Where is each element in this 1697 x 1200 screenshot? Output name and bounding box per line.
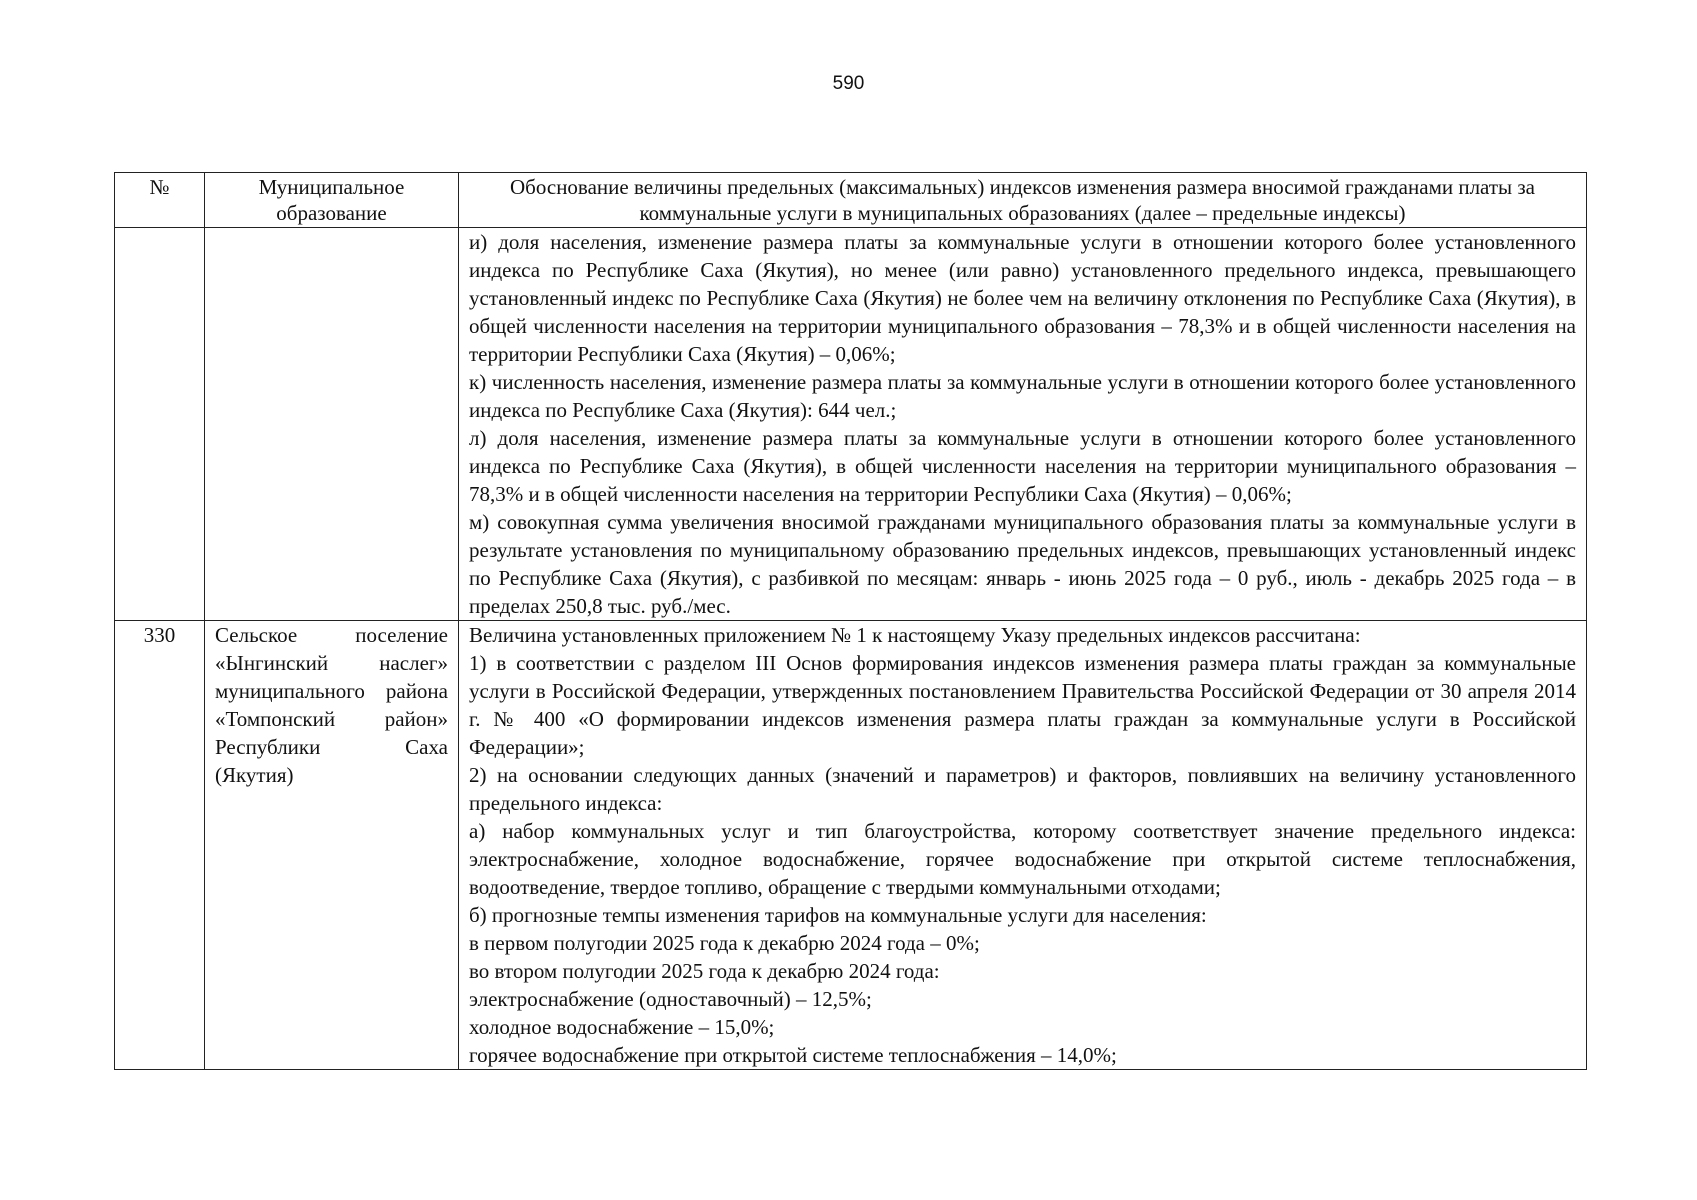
paragraph-hot-water: горячее водоснабжение при открытой системе теплоснабжения – 14,0%; (469, 1043, 1117, 1067)
header-row (115, 173, 1587, 228)
paragraph-2: 2) на основании следующих данных (значений и параметров) и факторов, повлиявших на величину установленного предельного индекса: (469, 763, 1576, 815)
page-number: 590 (832, 73, 865, 94)
row-number-cell: 330 (115, 621, 205, 1070)
justification-cell (459, 621, 1587, 1070)
paragraph-l: л) доля населения, изменение размера платы за коммунальные услуги в отношении которого более установленного индекса по Республике Саха (Якутия), в общей численности населения на территории муниципального образования – 78,3% и в общей численности населения на территории Республики Саха (Якутия) – 0,06%; (469, 426, 1576, 506)
paragraph-k: к) численность населения, изменение размера платы за коммунальные услуги в отношении которого более установленного индекса по Республике Саха (Якутия): 644 чел.; (469, 370, 1576, 422)
paragraph-first-half: в первом полугодии 2025 года к декабрю 2024 года – 0%; (469, 931, 980, 955)
table-header (115, 173, 1587, 228)
paragraph-i: и) доля населения, изменение размера платы за коммунальные услуги в отношении которого более установленного индекса по Республике Саха (Якутия), но менее (или равно) установленного предельного индекса, превышающего установленный индекс по Республике Саха (Якутия) не более чем на величину отклонения по Республике Саха (Якутия), в общей численности населения на территории муниципального образования – 78,3% и в общей численности населения на территории Республики Саха (Якутия) – 0,06%; (469, 230, 1576, 366)
paragraph-intro: Величина установленных приложением № 1 к настоящему Указу предельных индексов рассчитана: (469, 623, 1361, 647)
justification-cell (459, 228, 1587, 621)
header-municipality: Муниципальное образование (205, 173, 459, 228)
table-row (115, 621, 1587, 1070)
justification-table (114, 172, 1587, 1070)
municipality-cell: Сельское поселение «Ынгинский наслег» муниципального района «Томпонский район» Республики Саха (Якутия) (205, 621, 459, 1070)
header-justification: Обоснование величины предельных (максимальных) индексов изменения размера вносимой гражданами платы за коммунальные услуги в муниципальных образованиях (далее – предельные индексы) (459, 173, 1587, 228)
paragraph-cold-water: холодное водоснабжение – 15,0%; (469, 1015, 775, 1039)
header-number: № (115, 173, 205, 228)
paragraph-second-half: во втором полугодии 2025 года к декабрю 2024 года: (469, 959, 940, 983)
municipality-cell (205, 228, 459, 621)
table-row (115, 228, 1587, 621)
table-body (115, 228, 1587, 1070)
row-number-cell (115, 228, 205, 621)
paragraph-m: м) совокупная сумма увеличения вносимой гражданами муниципального образования платы за коммунальные услуги в результате установления по муниципальному образованию предельных индексов, превышающих установленный индекс по Республике Саха (Якутия), с разбивкой по месяцам: январь - июнь 2025 года – 0 руб., июль - декабрь 2025 года – в пределах 250,8 тыс. руб./мес. (469, 510, 1576, 618)
paragraph-b: б) прогнозные темпы изменения тарифов на коммунальные услуги для населения: (469, 903, 1207, 927)
paragraph-1: 1) в соответствии с разделом III Основ формирования индексов изменения размера платы граждан за коммунальные услуги в Российской Федерации, утвержденных постановлением Правительства Российской Федерации от 30 апреля 2014 г. № 400 «О формировании индексов изменения размера платы граждан за коммунальные услуги в Российской Федерации»; (469, 651, 1576, 759)
paragraph-a: а) набор коммунальных услуг и тип благоустройства, которому соответствует значение предельного индекса: электроснабжение, холодное водоснабжение, горячее водоснабжение при открытой системе теплоснабжения, водоотведение, твердое топливо, обращение с твердыми коммунальными отходами; (469, 819, 1576, 899)
paragraph-electricity: электроснабжение (одноставочный) – 12,5%; (469, 987, 872, 1011)
